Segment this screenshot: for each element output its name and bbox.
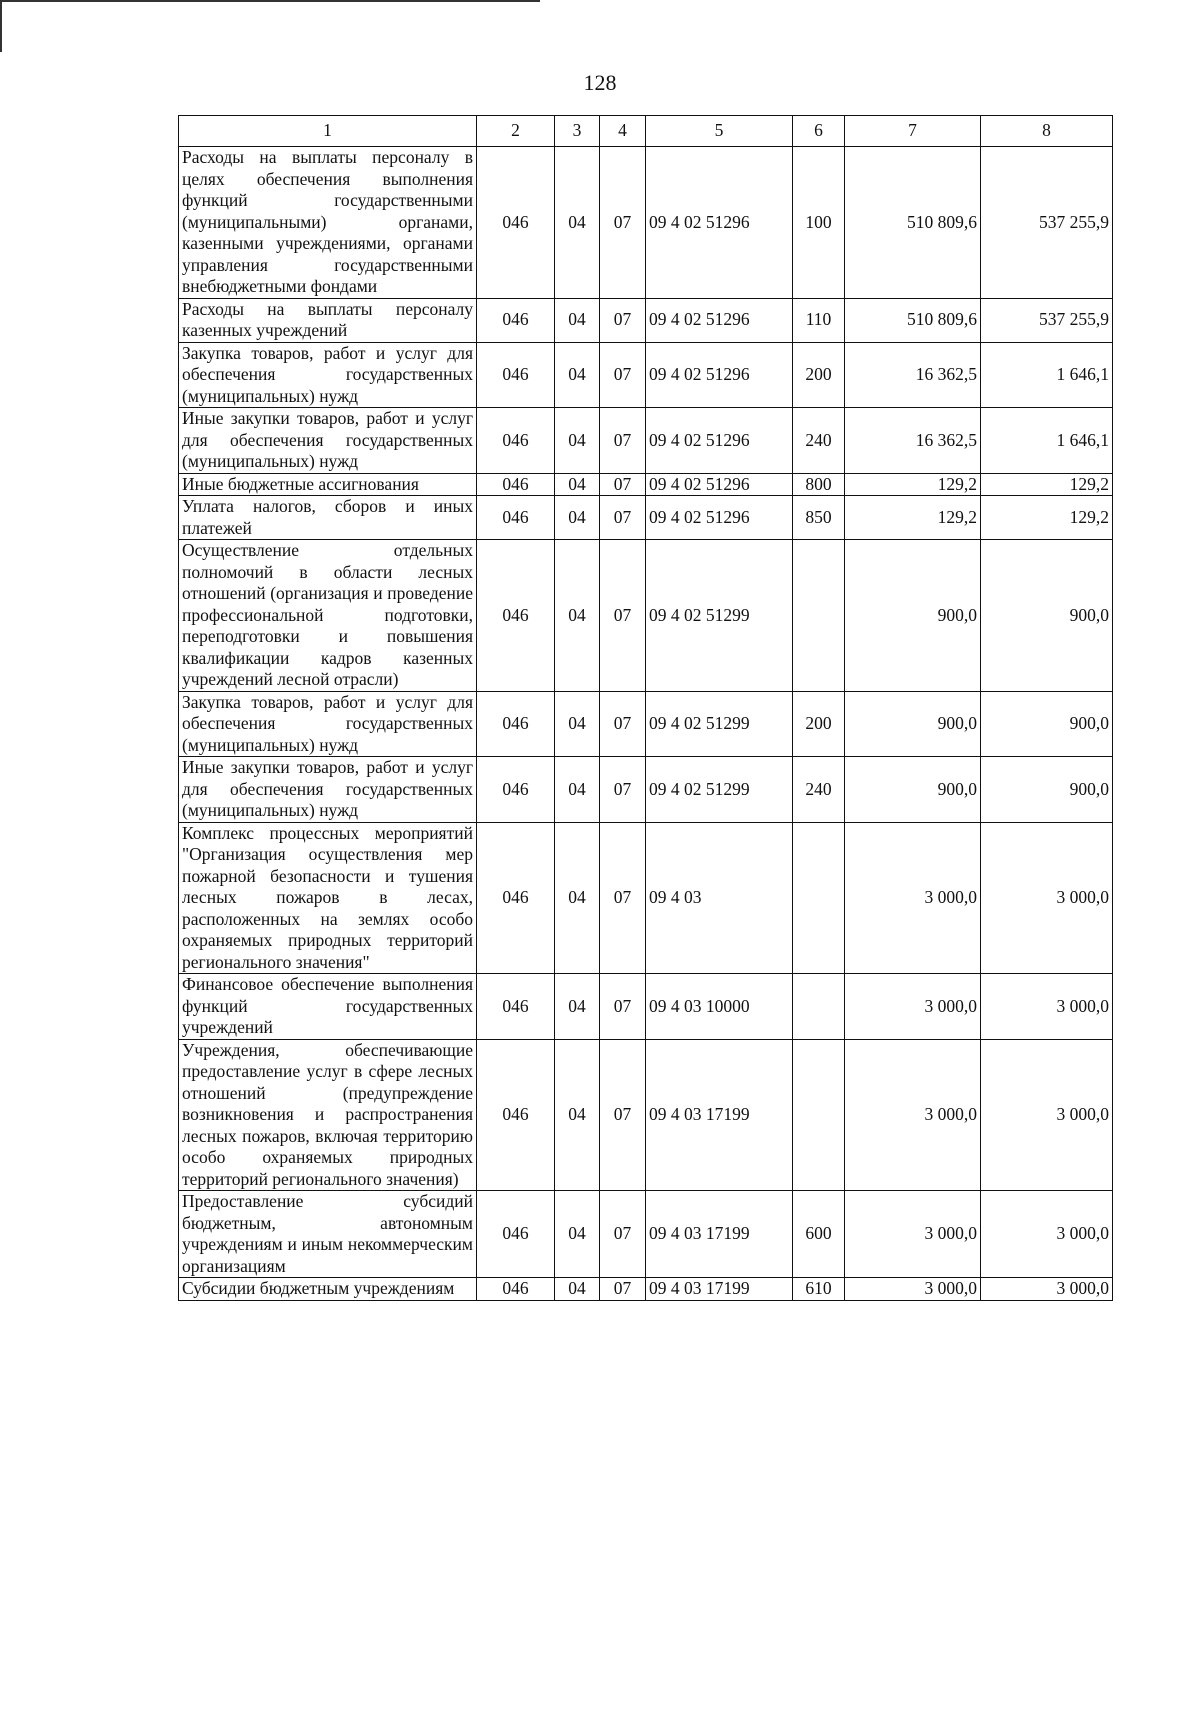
cell-ministry-code: 046 [477, 147, 555, 299]
cell-subsection-code: 07 [600, 1191, 646, 1278]
cell-ministry-code: 046 [477, 1278, 555, 1301]
cell-ministry-code: 046 [477, 342, 555, 408]
table-row [179, 342, 1113, 408]
table-row [179, 473, 1113, 496]
table-row [179, 822, 1113, 974]
cell-expense-type [793, 1039, 845, 1191]
cell-target-article: 09 4 03 17199 [646, 1278, 793, 1301]
cell-subsection-code: 07 [600, 757, 646, 823]
row-description: Иные бюджетные ассигнования [179, 473, 477, 496]
budget-table [178, 115, 1113, 1301]
cell-section-code: 04 [555, 691, 600, 757]
cell-expense-type: 200 [793, 342, 845, 408]
table-row [179, 1191, 1113, 1278]
cell-amount-year-1: 3 000,0 [845, 1278, 981, 1301]
cell-amount-year-2: 900,0 [981, 540, 1113, 692]
table-row [179, 1278, 1113, 1301]
header-row [179, 116, 1113, 147]
cell-section-code: 04 [555, 408, 600, 474]
cell-section-code: 04 [555, 1191, 600, 1278]
cell-target-article: 09 4 02 51296 [646, 496, 793, 540]
cell-target-article: 09 4 02 51296 [646, 473, 793, 496]
cell-expense-type [793, 822, 845, 974]
cell-amount-year-1: 16 362,5 [845, 408, 981, 474]
table-row [179, 147, 1113, 299]
cell-section-code: 04 [555, 540, 600, 692]
cell-amount-year-2: 3 000,0 [981, 1278, 1113, 1301]
cell-section-code: 04 [555, 147, 600, 299]
row-description: Закупка товаров, работ и услуг для обеспечения государственных (муниципальных) нужд [179, 691, 477, 757]
cell-subsection-code: 07 [600, 147, 646, 299]
cell-subsection-code: 07 [600, 473, 646, 496]
cell-expense-type: 600 [793, 1191, 845, 1278]
cell-subsection-code: 07 [600, 822, 646, 974]
cell-subsection-code: 07 [600, 496, 646, 540]
scan-edge-left-line [0, 0, 2, 52]
cell-ministry-code: 046 [477, 298, 555, 342]
cell-target-article: 09 4 03 [646, 822, 793, 974]
cell-amount-year-1: 129,2 [845, 473, 981, 496]
column-header: 6 [793, 116, 845, 147]
cell-amount-year-2: 1 646,1 [981, 408, 1113, 474]
cell-amount-year-1: 900,0 [845, 691, 981, 757]
cell-amount-year-2: 1 646,1 [981, 342, 1113, 408]
cell-section-code: 04 [555, 298, 600, 342]
cell-amount-year-2: 129,2 [981, 473, 1113, 496]
cell-section-code: 04 [555, 1278, 600, 1301]
column-header: 7 [845, 116, 981, 147]
cell-expense-type: 850 [793, 496, 845, 540]
row-description: Комплекс процессных мероприятий "Организация осуществления мер пожарной безопасности и тушения лесных пожаров в лесах, расположенных на землях особо охраняемых природных территорий регионального значения" [179, 822, 477, 974]
table-row [179, 691, 1113, 757]
cell-subsection-code: 07 [600, 1039, 646, 1191]
cell-amount-year-1: 3 000,0 [845, 974, 981, 1040]
cell-section-code: 04 [555, 473, 600, 496]
cell-target-article: 09 4 02 51296 [646, 342, 793, 408]
column-header: 2 [477, 116, 555, 147]
cell-ministry-code: 046 [477, 757, 555, 823]
row-description: Финансовое обеспечение выполнения функций государственных учреждений [179, 974, 477, 1040]
cell-expense-type: 100 [793, 147, 845, 299]
cell-amount-year-2: 900,0 [981, 691, 1113, 757]
cell-expense-type [793, 974, 845, 1040]
cell-subsection-code: 07 [600, 408, 646, 474]
cell-subsection-code: 07 [600, 342, 646, 408]
table-row [179, 298, 1113, 342]
cell-amount-year-2: 537 255,9 [981, 298, 1113, 342]
cell-amount-year-1: 510 809,6 [845, 298, 981, 342]
cell-subsection-code: 07 [600, 1278, 646, 1301]
cell-amount-year-1: 900,0 [845, 540, 981, 692]
cell-expense-type: 200 [793, 691, 845, 757]
table-body [179, 147, 1113, 1301]
table-row [179, 408, 1113, 474]
cell-target-article: 09 4 02 51296 [646, 408, 793, 474]
cell-target-article: 09 4 03 17199 [646, 1039, 793, 1191]
cell-expense-type: 800 [793, 473, 845, 496]
cell-amount-year-1: 3 000,0 [845, 1039, 981, 1191]
cell-expense-type [793, 540, 845, 692]
page-number: 128 [583, 70, 617, 95]
row-description: Иные закупки товаров, работ и услуг для обеспечения государственных (муниципальных) нужд [179, 408, 477, 474]
table-row [179, 540, 1113, 692]
cell-ministry-code: 046 [477, 1039, 555, 1191]
cell-subsection-code: 07 [600, 691, 646, 757]
cell-amount-year-1: 129,2 [845, 496, 981, 540]
cell-target-article: 09 4 03 10000 [646, 974, 793, 1040]
table-row [179, 757, 1113, 823]
cell-section-code: 04 [555, 1039, 600, 1191]
column-header: 3 [555, 116, 600, 147]
cell-amount-year-2: 900,0 [981, 757, 1113, 823]
cell-amount-year-2: 537 255,9 [981, 147, 1113, 299]
cell-section-code: 04 [555, 757, 600, 823]
row-description: Предоставление субсидий бюджетным, автономным учреждениям и иным некоммерческим организациям [179, 1191, 477, 1278]
cell-section-code: 04 [555, 822, 600, 974]
column-header: 8 [981, 116, 1113, 147]
cell-ministry-code: 046 [477, 1191, 555, 1278]
cell-ministry-code: 046 [477, 496, 555, 540]
cell-ministry-code: 046 [477, 408, 555, 474]
column-header: 5 [646, 116, 793, 147]
cell-expense-type: 110 [793, 298, 845, 342]
cell-amount-year-2: 3 000,0 [981, 974, 1113, 1040]
row-description: Расходы на выплаты персоналу в целях обеспечения выполнения функций государственными (муниципальными) органами, казенными учреждениями, органами управления государственными внебюджетными фондами [179, 147, 477, 299]
cell-expense-type: 240 [793, 408, 845, 474]
table-row [179, 1039, 1113, 1191]
cell-target-article: 09 4 02 51299 [646, 691, 793, 757]
row-description: Уплата налогов, сборов и иных платежей [179, 496, 477, 540]
cell-subsection-code: 07 [600, 298, 646, 342]
cell-amount-year-1: 510 809,6 [845, 147, 981, 299]
cell-ministry-code: 046 [477, 974, 555, 1040]
cell-target-article: 09 4 02 51299 [646, 540, 793, 692]
row-description: Субсидии бюджетным учреждениям [179, 1278, 477, 1301]
column-header: 1 [179, 116, 477, 147]
cell-target-article: 09 4 03 17199 [646, 1191, 793, 1278]
cell-ministry-code: 046 [477, 473, 555, 496]
cell-amount-year-1: 3 000,0 [845, 1191, 981, 1278]
row-description: Иные закупки товаров, работ и услуг для обеспечения государственных (муниципальных) нужд [179, 757, 477, 823]
cell-section-code: 04 [555, 496, 600, 540]
cell-ministry-code: 046 [477, 822, 555, 974]
cell-amount-year-2: 3 000,0 [981, 822, 1113, 974]
column-header: 4 [600, 116, 646, 147]
cell-subsection-code: 07 [600, 974, 646, 1040]
cell-amount-year-2: 3 000,0 [981, 1039, 1113, 1191]
row-description: Учреждения, обеспечивающие предоставление услуг в сфере лесных отношений (предупреждение возникновения и распространения лесных пожаров, включая территорию особо охраняемых природных территорий регионального значения) [179, 1039, 477, 1191]
cell-target-article: 09 4 02 51296 [646, 147, 793, 299]
table-row [179, 496, 1113, 540]
cell-target-article: 09 4 02 51296 [646, 298, 793, 342]
cell-target-article: 09 4 02 51299 [646, 757, 793, 823]
table-row [179, 974, 1113, 1040]
cell-expense-type: 610 [793, 1278, 845, 1301]
table-header [179, 116, 1113, 147]
row-description: Осуществление отдельных полномочий в области лесных отношений (организация и проведение профессиональной подготовки, переподготовки и повышения квалификации кадров казенных учреждений лесной отрасли) [179, 540, 477, 692]
cell-ministry-code: 046 [477, 691, 555, 757]
cell-amount-year-2: 129,2 [981, 496, 1113, 540]
cell-subsection-code: 07 [600, 540, 646, 692]
row-description: Расходы на выплаты персоналу казенных учреждений [179, 298, 477, 342]
cell-ministry-code: 046 [477, 540, 555, 692]
scan-edge-top-line [0, 0, 540, 2]
cell-section-code: 04 [555, 342, 600, 408]
row-description: Закупка товаров, работ и услуг для обеспечения государственных (муниципальных) нужд [179, 342, 477, 408]
cell-expense-type: 240 [793, 757, 845, 823]
cell-amount-year-1: 16 362,5 [845, 342, 981, 408]
cell-amount-year-2: 3 000,0 [981, 1191, 1113, 1278]
cell-section-code: 04 [555, 974, 600, 1040]
cell-amount-year-1: 3 000,0 [845, 822, 981, 974]
cell-amount-year-1: 900,0 [845, 757, 981, 823]
